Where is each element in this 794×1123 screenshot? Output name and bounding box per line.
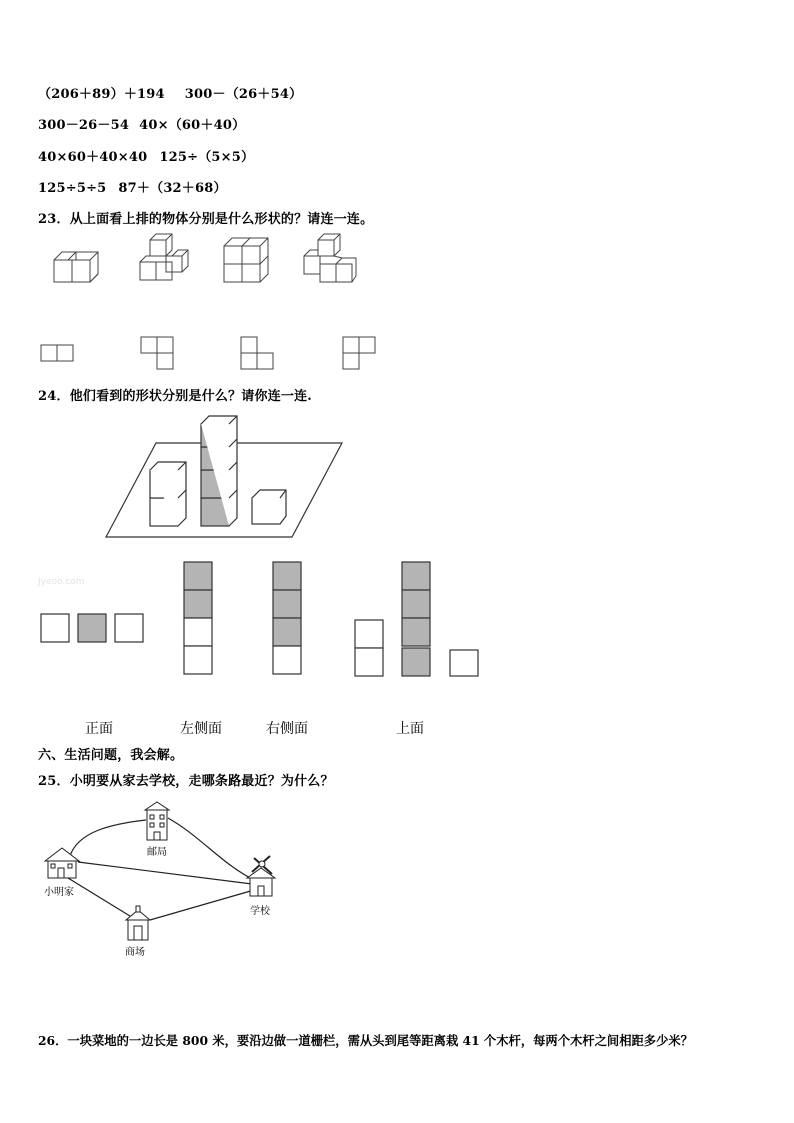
route-home-mall xyxy=(68,878,130,916)
mall-icon xyxy=(126,906,150,940)
section-6-title: 六、生活问题，我会解。 xyxy=(38,748,184,763)
route-home-post xyxy=(70,820,146,856)
question-26: 26．一块菜地的一边长是 800 米，要沿边做一道栅栏，需从头到尾等距离栽 41 个木杆，每两个木杆之间相距多少米？ xyxy=(38,1033,693,1048)
top-view-2 xyxy=(141,337,173,369)
route-map xyxy=(0,796,794,966)
solid-3 xyxy=(224,238,268,282)
expression-row-2 xyxy=(38,114,245,133)
view-label-left: 左侧面 xyxy=(180,721,222,737)
top-view-1 xyxy=(41,345,73,361)
post-office-icon xyxy=(145,802,169,840)
expression: 300－26－54 xyxy=(38,118,130,133)
view-label-top: 上面 xyxy=(396,721,424,737)
home-icon xyxy=(45,848,79,878)
view-label-front: 正面 xyxy=(85,721,113,737)
solid-4 xyxy=(304,234,356,282)
expression: 125÷（5×5） xyxy=(159,150,255,165)
label-mall: 商场 xyxy=(125,947,145,958)
q24-scene xyxy=(0,412,794,542)
school-icon xyxy=(247,856,275,896)
route-home-school xyxy=(78,862,252,884)
expression: 300－（26＋54） xyxy=(184,87,303,102)
label-school: 学校 xyxy=(250,906,270,917)
question-24: 24．他们看到的形状分别是什么？请你连一连. xyxy=(38,389,313,404)
view-option-4 xyxy=(355,562,478,676)
solid-2 xyxy=(140,234,188,280)
expression-row-1 xyxy=(38,83,302,102)
expression-row-3 xyxy=(38,146,254,165)
top-view-4 xyxy=(343,337,375,369)
expression: （206＋89）＋194 xyxy=(38,87,165,102)
route-post-school xyxy=(168,818,254,880)
expression: 40×（60＋40） xyxy=(139,118,246,133)
label-post: 邮局 xyxy=(147,847,167,858)
expression: 87＋（32＋68） xyxy=(118,181,227,196)
q23-solids xyxy=(0,232,794,332)
solid-1 xyxy=(54,252,98,282)
expression: 125÷5÷5 xyxy=(38,181,107,196)
watermark: Jyeoo.com xyxy=(38,577,85,587)
expression: 40×60＋40×40 xyxy=(38,150,148,165)
q23-top-views xyxy=(0,335,794,375)
q24-views xyxy=(0,558,794,683)
view-option-2 xyxy=(184,562,212,674)
view-option-1 xyxy=(41,614,143,642)
top-view-3 xyxy=(241,337,273,369)
expression-row-4 xyxy=(38,177,227,196)
question-25: 25．小明要从家去学校，走哪条路最近？为什么？ xyxy=(38,774,334,789)
view-option-3 xyxy=(273,562,301,674)
label-home: 小明家 xyxy=(44,887,74,898)
route-mall-school xyxy=(150,890,254,920)
view-label-right: 右侧面 xyxy=(266,721,308,737)
question-23: 23．从上面看上排的物体分别是什么形状的？请连一连。 xyxy=(38,212,374,227)
